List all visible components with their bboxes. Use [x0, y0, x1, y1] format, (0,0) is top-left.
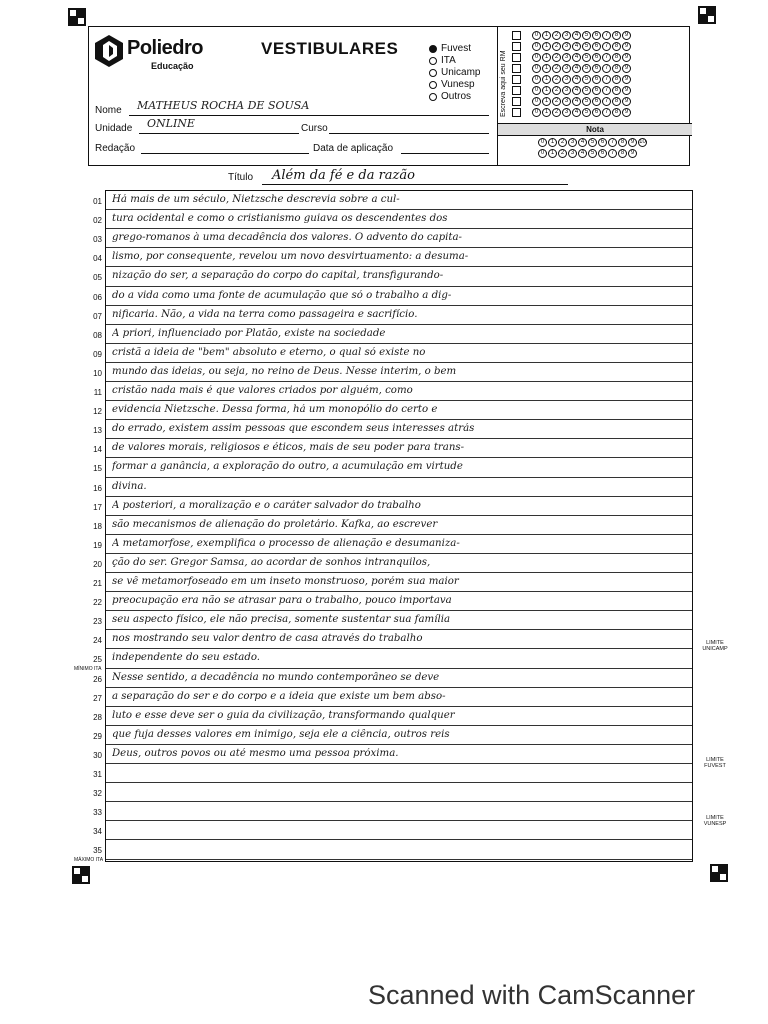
rm-bubble[interactable]: 2: [552, 108, 561, 117]
rm-bubble[interactable]: 0: [532, 31, 541, 40]
rm-bubble[interactable]: 7: [602, 42, 611, 51]
essay-line-text[interactable]: luto e esse deve ser o guia da civilização, transformando qualquer: [112, 709, 455, 721]
ruled-line: [106, 839, 692, 840]
ruled-line: [106, 228, 692, 229]
rm-bubble[interactable]: 1: [542, 86, 551, 95]
essay-line-text[interactable]: evidencia Nietzsche. Dessa forma, há um monopólio do certo e: [112, 404, 438, 416]
rm-bubble[interactable]: 6: [592, 75, 601, 84]
ruled-line: [106, 629, 692, 630]
exam-options: [429, 43, 480, 103]
nota-bubble[interactable]: 1: [548, 138, 557, 147]
rm-bubble[interactable]: 2: [552, 75, 561, 84]
rm-bubble[interactable]: 9: [622, 97, 631, 106]
rm-bubble[interactable]: 9: [622, 42, 631, 51]
rm-digit-box[interactable]: [512, 108, 521, 117]
rm-digit-box[interactable]: [512, 97, 521, 106]
nota-bubble[interactable]: 0: [538, 149, 547, 158]
exam-label: ITA: [441, 55, 456, 66]
essay-line-text[interactable]: Há mais de um século, Nietzsche descrevia sobre a cul-: [112, 194, 400, 205]
limit-fuvest: LIMITE FUVEST: [704, 757, 726, 769]
line-number: 33: [93, 808, 102, 818]
nota-bubble[interactable]: 9: [628, 138, 637, 147]
rm-bubble[interactable]: 5: [582, 64, 591, 73]
rm-bubble[interactable]: 8: [612, 53, 621, 62]
rm-bubble[interactable]: 1: [542, 108, 551, 117]
nota-bubble[interactable]: 10: [639, 139, 646, 145]
rm-bubble[interactable]: 4: [572, 108, 581, 117]
rm-bubble[interactable]: 8: [612, 108, 621, 117]
line-number: 06: [93, 292, 102, 302]
essay-line-text[interactable]: divina.: [112, 480, 147, 492]
registration-mark-top-left: [68, 8, 86, 26]
essay-line-text[interactable]: A posteriori, a moralização e o caráter salvador do trabalho: [112, 499, 421, 511]
rm-bubble[interactable]: 2: [552, 31, 561, 40]
rm-bubble[interactable]: 5: [582, 86, 591, 95]
rm-bubble[interactable]: 6: [592, 64, 601, 73]
rm-bubble-row: [532, 96, 631, 107]
ruled-line: [106, 591, 692, 592]
line-number: 07: [93, 311, 102, 321]
rm-bubble[interactable]: 2: [552, 97, 561, 106]
rm-bubble[interactable]: 0: [532, 97, 541, 106]
exam-radio[interactable]: [429, 93, 437, 101]
form-header: [88, 26, 690, 166]
rm-bubbles: [532, 30, 631, 118]
rm-bubble[interactable]: 8: [612, 42, 621, 51]
exam-option[interactable]: [429, 91, 480, 103]
nome-line: [129, 115, 489, 116]
rm-bubble[interactable]: 8: [612, 86, 621, 95]
rm-bubble[interactable]: 7: [602, 53, 611, 62]
ruled-line: [106, 744, 692, 745]
nome-label: Nome: [95, 105, 122, 116]
limit-maximo-ita: MÁXIMO ITA: [74, 857, 104, 863]
rm-bubble[interactable]: 3: [562, 75, 571, 84]
nota-bubble[interactable]: 0: [538, 138, 547, 147]
essay-line-text[interactable]: do errado, existem assim pessoas que escondem seus interesses atrás: [112, 423, 475, 435]
ruled-line: [106, 496, 692, 497]
nota-bubble[interactable]: 5: [588, 149, 597, 158]
rm-bubble[interactable]: 2: [552, 42, 561, 51]
nota-bubble[interactable]: 7: [608, 149, 617, 158]
nota-bubble[interactable]: 3: [568, 138, 577, 147]
rm-bubble[interactable]: 3: [562, 31, 571, 40]
rm-bubble-row: [532, 52, 631, 63]
rm-bubble-row: [532, 74, 631, 85]
rm-bubble[interactable]: 7: [602, 108, 611, 117]
registration-mark-bottom-left: [72, 866, 90, 884]
ruled-line: [106, 209, 692, 210]
nome-value[interactable]: MATHEUS ROCHA DE SOUSA: [137, 99, 310, 112]
line-number: 01: [93, 197, 102, 206]
rm-bubble[interactable]: 0: [532, 75, 541, 84]
ruled-line: [106, 515, 692, 516]
ruled-line: [106, 668, 692, 669]
exam-label: Outros: [441, 91, 472, 102]
rm-bubble[interactable]: 0: [532, 42, 541, 51]
exam-option[interactable]: [429, 43, 480, 55]
rm-bubble-row: [532, 85, 631, 96]
essay-line-text[interactable]: nificaria. Não, a vida na terra como passageira e sacrifício.: [112, 308, 418, 320]
rm-digit-box[interactable]: [512, 75, 521, 84]
line-number: 32: [93, 789, 102, 799]
essay-line-text[interactable]: nos mostrando seu valor dentro de casa através do trabalho: [112, 633, 423, 645]
rm-bubble[interactable]: 3: [562, 97, 571, 106]
rm-bubble[interactable]: 5: [582, 97, 591, 106]
exam-option[interactable]: [429, 55, 480, 67]
rm-bubble[interactable]: 6: [592, 97, 601, 106]
ruled-line: [106, 782, 692, 783]
nota-bubble[interactable]: 4: [578, 138, 587, 147]
line-number: 03: [93, 235, 102, 245]
rm-bubble[interactable]: 0: [532, 53, 541, 62]
rm-bubble[interactable]: 9: [622, 31, 631, 40]
exam-label: Vunesp: [441, 79, 475, 90]
line-number: 31: [93, 770, 102, 779]
rm-bubble[interactable]: 3: [562, 64, 571, 73]
line-number: 28: [93, 712, 102, 722]
line-number: 14: [93, 445, 102, 455]
registration-mark-top-right: [698, 6, 716, 24]
scanner-watermark: Scanned with CamScanner: [368, 980, 696, 1010]
data-label: Data de aplicação: [313, 143, 394, 154]
rm-bubble[interactable]: 1: [542, 53, 551, 62]
poliedro-logo: [95, 33, 215, 73]
line-number: 25: [93, 655, 102, 665]
rm-bubble[interactable]: 5: [582, 31, 591, 40]
nota-bubble[interactable]: 7: [608, 138, 617, 147]
essay-line-text[interactable]: Deus, outros povos ou até mesmo uma pessoa próxima.: [112, 747, 399, 759]
essay-line-text[interactable]: a separação do ser e do corpo e a ideia que existe um bem abso-: [112, 690, 446, 702]
logo-brand-text: Poliedro: [127, 37, 204, 59]
nota-bubble[interactable]: 3: [568, 149, 577, 158]
rm-digit-box[interactable]: [512, 53, 521, 62]
unidade-value[interactable]: ONLINE: [147, 117, 195, 130]
ruled-line: [106, 400, 692, 401]
rm-bubble[interactable]: 3: [562, 86, 571, 95]
ruled-line: [106, 801, 692, 802]
curso-line: [329, 133, 489, 134]
ruled-line: [106, 572, 692, 573]
rm-digit-box[interactable]: [512, 42, 521, 51]
rm-bubble[interactable]: 0: [532, 64, 541, 73]
nota-bubble[interactable]: 6: [598, 149, 607, 158]
redacao-line: [141, 153, 309, 154]
line-number: 27: [93, 693, 102, 703]
ruled-line: [106, 419, 692, 420]
ruled-line: [106, 610, 692, 611]
ruled-line: [106, 859, 692, 860]
essay-line-text[interactable]: do a vida como uma fonte de acumulação que só o trabalho a dig-: [112, 289, 452, 301]
form-title: VESTIBULARES: [261, 39, 399, 58]
ruled-line: [106, 286, 692, 287]
limit-vunesp: LIMITE VUNESP: [703, 815, 727, 827]
nota-grid: [497, 123, 692, 166]
rm-boxes: [512, 31, 521, 119]
ruled-line: [106, 305, 692, 306]
line-number: 30: [93, 750, 102, 760]
exam-radio[interactable]: [429, 45, 437, 53]
nota-bubbles: [538, 137, 647, 159]
rm-bubble[interactable]: 9: [622, 53, 631, 62]
line-number: 04: [93, 254, 102, 264]
rm-bubble[interactable]: 8: [612, 97, 621, 106]
rm-label: Escreva aqui seu RM: [500, 50, 507, 117]
line-number: 13: [93, 426, 102, 436]
nota-bubble-row: [538, 148, 647, 159]
rm-bubble[interactable]: 8: [612, 75, 621, 84]
rm-digit-box[interactable]: [512, 86, 521, 95]
nota-bubble[interactable]: 8: [618, 149, 627, 158]
rm-bubble[interactable]: 9: [622, 108, 631, 117]
titulo-line: [262, 184, 568, 185]
essay-line-text[interactable]: cristão nada mais é que valores criados por alguém, como: [112, 385, 413, 396]
rm-bubble[interactable]: 8: [612, 31, 621, 40]
essay-line-text[interactable]: lismo, por consequente, revelou um novo desvirtuamento: a desuma-: [112, 251, 469, 263]
exam-label: Fuvest: [441, 43, 472, 54]
ruled-line: [106, 381, 692, 382]
essay-line-text[interactable]: são mecanismos de alienação do proletário. Kafka, ao escrever: [112, 518, 438, 530]
rm-bubble[interactable]: 1: [542, 31, 551, 40]
line-number: 35: [93, 846, 102, 856]
redacao-label: Redação: [95, 143, 136, 154]
rm-bubble[interactable]: 2: [552, 64, 561, 73]
nota-bubble[interactable]: 5: [588, 138, 597, 147]
rm-bubble[interactable]: 4: [572, 53, 581, 62]
rm-bubble[interactable]: 0: [532, 108, 541, 117]
essay-line-text[interactable]: de valores morais, religiosos e éticos, mais de seu poder para trans-: [112, 442, 465, 454]
line-number: 08: [93, 330, 102, 340]
ruled-line: [106, 553, 692, 554]
rm-bubble-row: [532, 30, 631, 41]
rm-bubble[interactable]: 0: [532, 86, 541, 95]
line-number: 10: [93, 368, 102, 378]
logo-icon: [95, 35, 123, 67]
essay-line-text[interactable]: preocupação era não se atrasar para o trabalho, pouco importava: [112, 595, 452, 607]
rm-bubble[interactable]: 7: [602, 97, 611, 106]
logo-subtext: Educação: [151, 61, 194, 71]
rm-bubble[interactable]: 6: [592, 31, 601, 40]
line-number: 19: [93, 540, 102, 550]
essay-line-text[interactable]: se vê metamorfoseado em um inseto monstruoso, porém sua maior: [112, 576, 459, 587]
ruled-line: [106, 324, 692, 325]
ruled-line: [106, 438, 692, 439]
line-number: 09: [93, 349, 102, 359]
essay-line-text[interactable]: tura ocidental e como o cristianismo guiava os descendentes dos: [112, 213, 448, 225]
rm-bubble[interactable]: 5: [582, 53, 591, 62]
ruled-line: [106, 457, 692, 458]
rm-bubble[interactable]: 2: [552, 86, 561, 95]
line-number: 05: [93, 273, 102, 283]
line-number: 29: [93, 731, 102, 741]
rm-bubble[interactable]: 6: [592, 108, 601, 117]
registration-mark-bottom-right: [710, 864, 728, 882]
rm-grid: [497, 27, 692, 123]
nota-label: Nota: [498, 124, 692, 136]
essay-line-text[interactable]: A metamorfose, exemplifica o processo de alienação e desumaniza-: [112, 537, 460, 549]
essay-line-text[interactable]: cristã a ideia de "bem" absoluto e eterno, o qual só existe no: [112, 346, 426, 358]
ruled-line: [106, 763, 692, 764]
rm-bubble[interactable]: 6: [592, 53, 601, 62]
rm-bubble[interactable]: 5: [582, 75, 591, 84]
nota-bubble-row: [538, 137, 647, 148]
essay-sheet: [93, 190, 693, 862]
exam-radio[interactable]: [429, 57, 437, 65]
nota-bubble[interactable]: 9: [628, 149, 637, 158]
line-number: 17: [93, 502, 102, 512]
limit-minimo-ita: MÍNIMO ITA: [74, 666, 102, 672]
line-number: 15: [93, 464, 102, 474]
line-number: 20: [93, 559, 102, 569]
rm-bubble[interactable]: 4: [572, 31, 581, 40]
nota-bubble[interactable]: 8: [618, 138, 627, 147]
rm-bubble[interactable]: 7: [602, 75, 611, 84]
rm-bubble[interactable]: 5: [582, 108, 591, 117]
rm-bubble[interactable]: 5: [582, 42, 591, 51]
titulo-label: Título: [228, 172, 254, 183]
rm-bubble[interactable]: 1: [542, 97, 551, 106]
rm-bubble[interactable]: 8: [612, 64, 621, 73]
nota-bubble[interactable]: 2: [558, 149, 567, 158]
rm-bubble[interactable]: 6: [592, 42, 601, 51]
ruled-line: [106, 343, 692, 344]
unidade-line: [139, 133, 299, 134]
essay-line-text[interactable]: grego-romanos à uma decadência dos valores. O advento do capita-: [112, 232, 462, 244]
rm-bubble[interactable]: 9: [622, 86, 631, 95]
rm-bubble[interactable]: 2: [552, 53, 561, 62]
ruled-line: [106, 247, 692, 248]
ruled-line: [106, 362, 692, 363]
ruled-line: [106, 687, 692, 688]
rm-bubble[interactable]: 3: [562, 42, 571, 51]
rm-digit-box[interactable]: [512, 31, 521, 40]
ruled-line: [106, 534, 692, 535]
curso-label: Curso: [301, 123, 328, 134]
unidade-label: Unidade: [95, 123, 133, 134]
essay-line-text[interactable]: independente do seu estado.: [112, 652, 261, 664]
rm-bubble[interactable]: 4: [572, 42, 581, 51]
ruled-line: [106, 725, 692, 726]
rm-bubble-row: [532, 63, 631, 74]
line-number: 34: [93, 827, 102, 837]
line-number: 21: [93, 579, 102, 588]
rm-bubble[interactable]: 4: [572, 75, 581, 84]
rm-bubble[interactable]: 4: [572, 64, 581, 73]
rm-bubble[interactable]: 7: [602, 64, 611, 73]
exam-radio[interactable]: [429, 69, 437, 77]
rm-bubble[interactable]: 1: [542, 64, 551, 73]
nota-bubble[interactable]: 6: [598, 138, 607, 147]
ruled-line: [106, 648, 692, 649]
rm-bubble-row: [532, 41, 631, 52]
rm-bubble[interactable]: 1: [542, 75, 551, 84]
line-number: 02: [93, 216, 102, 226]
exam-option[interactable]: [429, 79, 480, 91]
essay-line-text[interactable]: A priori, influenciado por Platão, existe na sociedade: [112, 327, 386, 339]
ruled-line: [106, 820, 692, 821]
essay-line-text[interactable]: Nesse sentido, a decadência no mundo contemporâneo se deve: [112, 671, 440, 683]
ruled-line: [106, 477, 692, 478]
line-number: 18: [93, 521, 102, 531]
essay-line-text[interactable]: ção do ser. Gregor Samsa, ao acordar de sonhos intranquilos,: [112, 556, 431, 568]
rm-bubble[interactable]: 7: [602, 31, 611, 40]
rm-bubble[interactable]: 9: [622, 75, 631, 84]
line-number: 22: [93, 598, 102, 608]
essay-line-text[interactable]: formar a ganância, a exploração do outro, a acumulação em virtude: [112, 461, 463, 473]
limit-unicamp: LIMITE UNICAMP: [702, 640, 728, 652]
exam-radio[interactable]: [429, 81, 437, 89]
exam-option[interactable]: [429, 67, 480, 79]
rm-bubble[interactable]: 7: [602, 86, 611, 95]
exam-label: Unicamp: [441, 67, 481, 78]
rm-bubble[interactable]: 4: [572, 97, 581, 106]
nota-bubble[interactable]: 4: [578, 149, 587, 158]
nota-bubble[interactable]: 1: [548, 149, 557, 158]
line-number: 26: [93, 674, 102, 684]
essay-line-text[interactable]: mundo das ideias, ou seja, no reino de Deus. Nesse interim, o bem: [112, 365, 457, 377]
rm-bubble[interactable]: 9: [622, 64, 631, 73]
essay-line-text[interactable]: seu aspecto físico, ele não precisa, somente sustentar sua família: [112, 614, 451, 626]
nota-bubble[interactable]: 2: [558, 138, 567, 147]
ruled-line: [106, 706, 692, 707]
rm-bubble[interactable]: 1: [542, 42, 551, 51]
line-number: 16: [93, 483, 102, 493]
rm-bubble[interactable]: 3: [562, 108, 571, 117]
essay-line-text[interactable]: que fuja desses valores em inimigo, seja ele a ciência, outros reis: [112, 728, 450, 740]
essay-line-text[interactable]: nização do ser, a separação do corpo do capital, transfigurando-: [112, 270, 444, 282]
titulo-value[interactable]: Além da fé e da razão: [272, 168, 415, 183]
line-number: 24: [93, 636, 102, 646]
ruled-line: [106, 266, 692, 267]
rm-digit-box[interactable]: [512, 64, 521, 73]
line-number: 23: [93, 617, 102, 627]
rm-bubble-row: [532, 107, 631, 118]
line-number: 12: [93, 407, 102, 417]
rm-bubble[interactable]: 6: [592, 86, 601, 95]
rm-bubble[interactable]: 3: [562, 53, 571, 62]
data-line: [401, 153, 489, 154]
rm-bubble[interactable]: 4: [572, 86, 581, 95]
line-number: 11: [93, 388, 102, 397]
